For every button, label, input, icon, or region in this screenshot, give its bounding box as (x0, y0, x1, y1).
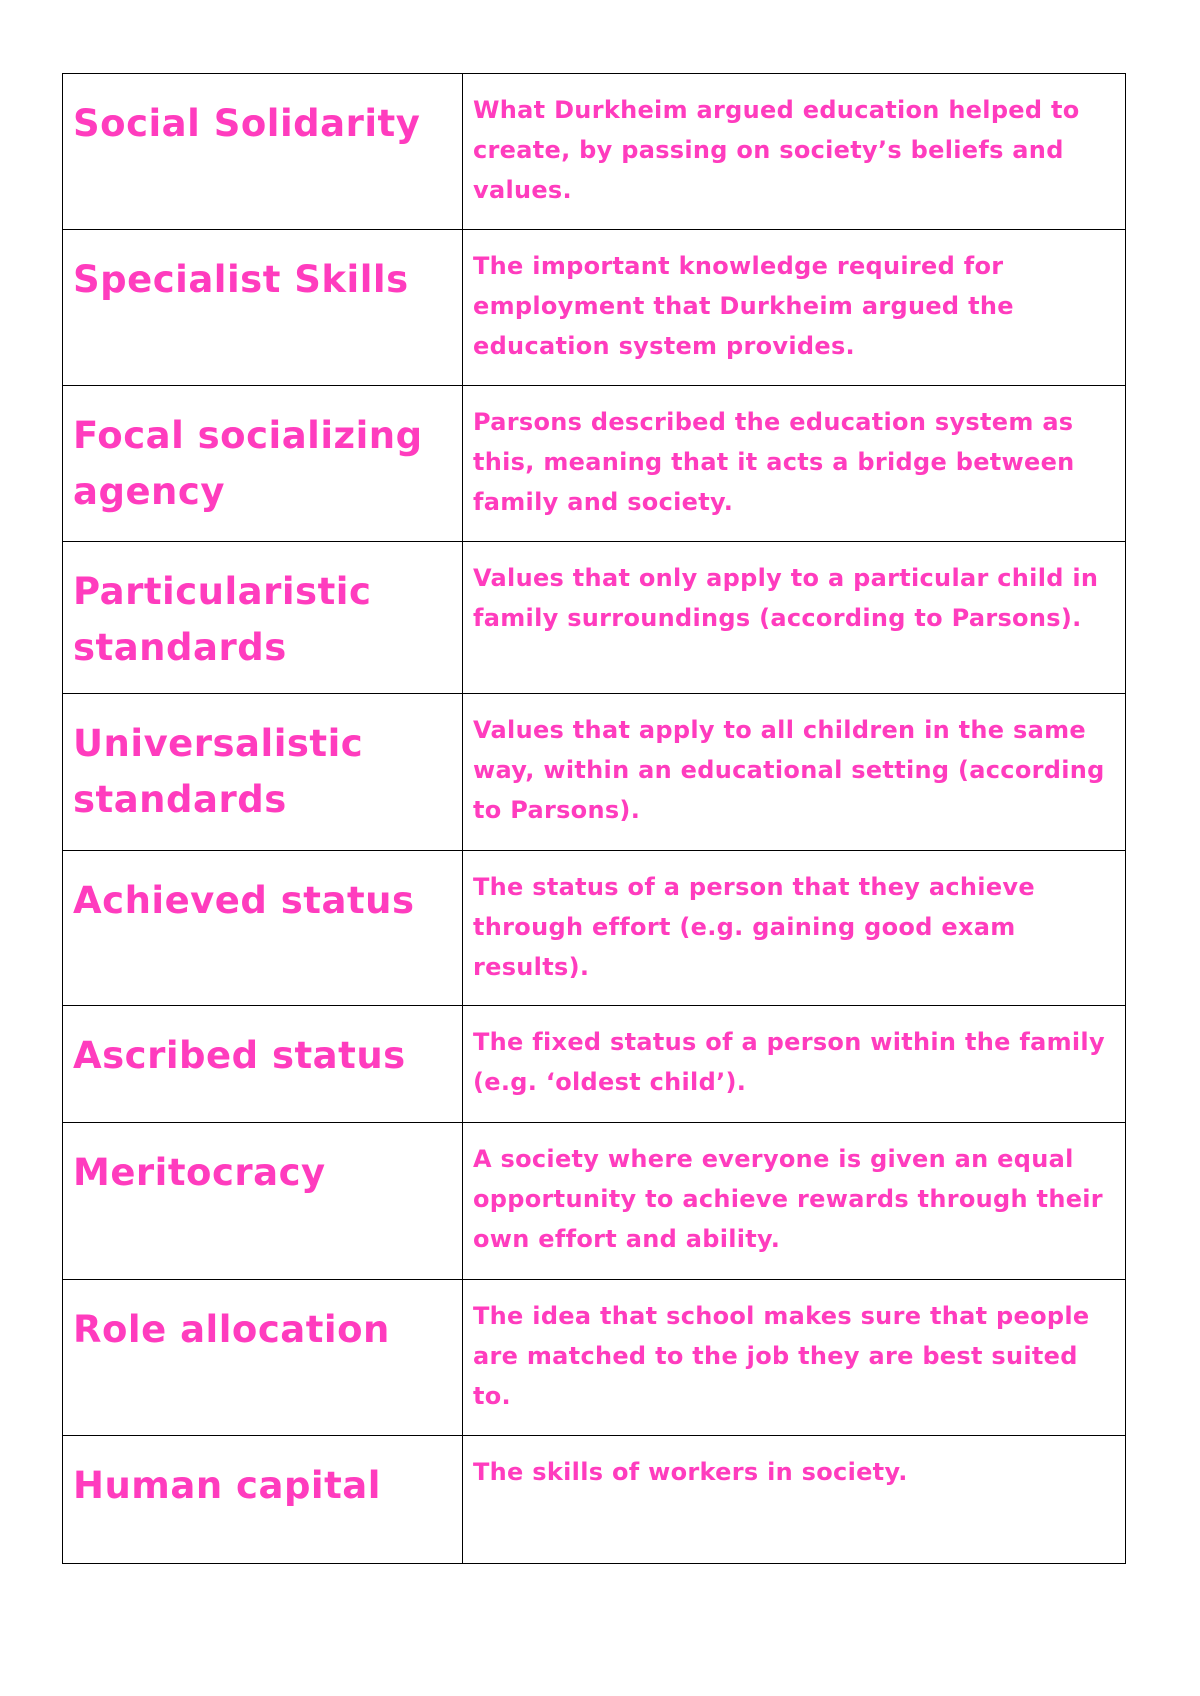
term-text: Particularistic standards (73, 570, 372, 669)
term-text: Role allocation (73, 1308, 390, 1351)
definition-cell (463, 1123, 1126, 1280)
term-cell (63, 74, 463, 230)
definition-text: Parsons described the education system as this, meaning that it acts a bridge between family and society. (473, 408, 1075, 516)
definition-text: The fixed status of a person within the family (e.g. ‘oldest child’). (473, 1028, 1105, 1096)
glossary-row (63, 230, 1126, 386)
term-cell (63, 1006, 463, 1123)
term-text: Human capital (73, 1464, 381, 1507)
term-text: Specialist Skills (73, 258, 409, 301)
definition-text: The important knowledge required for employment that Durkheim argued the education system provides. (473, 252, 1014, 360)
term-text: Meritocracy (73, 1151, 326, 1194)
term-text: Focal socializing agency (73, 414, 423, 513)
definition-text: The status of a person that they achieve through effort (e.g. gaining good exam results). (473, 873, 1035, 981)
definition-cell (463, 1436, 1126, 1564)
term-cell (63, 386, 463, 542)
term-cell (63, 1280, 463, 1436)
term-text: Ascribed status (73, 1034, 406, 1077)
term-cell (63, 694, 463, 851)
term-cell (63, 542, 463, 694)
glossary-row (63, 74, 1126, 230)
definition-cell (463, 851, 1126, 1006)
term-text: Social Solidarity (73, 102, 421, 145)
definition-text: Values that apply to all children in the same way, within an educational setting (according to Parsons). (473, 716, 1105, 824)
glossary-row (63, 1006, 1126, 1123)
glossary-row (63, 694, 1126, 851)
term-cell (63, 851, 463, 1006)
definition-cell (463, 386, 1126, 542)
term-text: Universalistic standards (73, 722, 364, 821)
definition-cell (463, 230, 1126, 386)
glossary-row (63, 1123, 1126, 1280)
definition-cell (463, 74, 1126, 230)
definition-cell (463, 542, 1126, 694)
glossary-row (63, 1436, 1126, 1564)
definition-text: The idea that school makes sure that people are matched to the job they are best suited to. (473, 1302, 1090, 1410)
term-cell (63, 1123, 463, 1280)
term-text: Achieved status (73, 879, 415, 922)
glossary-row (63, 1280, 1126, 1436)
glossary-table (62, 73, 1126, 1564)
definition-text: A society where everyone is given an equal opportunity to achieve rewards through their own effort and ability. (473, 1145, 1103, 1253)
glossary-row (63, 542, 1126, 694)
glossary-row (63, 851, 1126, 1006)
definition-text: The skills of workers in society. (473, 1458, 908, 1486)
term-cell (63, 1436, 463, 1564)
term-cell (63, 230, 463, 386)
glossary-row (63, 386, 1126, 542)
definition-cell (463, 1006, 1126, 1123)
definition-text: Values that only apply to a particular child in family surroundings (according to Parsons). (473, 564, 1099, 632)
definition-text: What Durkheim argued education helped to create, by passing on society’s beliefs and values. (473, 96, 1080, 204)
definition-cell (463, 1280, 1126, 1436)
definition-cell (463, 694, 1126, 851)
